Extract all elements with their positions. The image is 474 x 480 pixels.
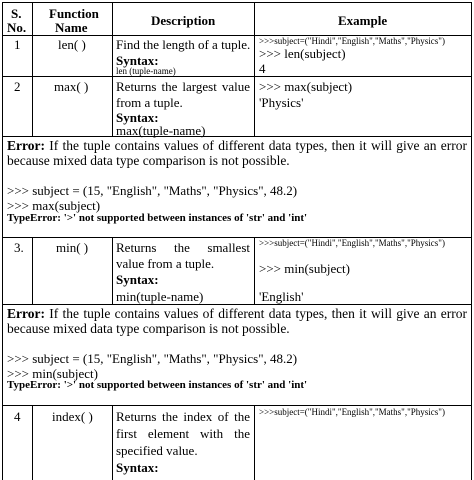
rule — [254, 2, 255, 136]
syntax-label: Syntax: — [116, 53, 159, 68]
type-error-message: TypeError: '>' not supported between instances of 'str' and 'int' — [7, 379, 308, 391]
row-sno: 2 — [14, 79, 21, 94]
function-name: min( ) — [56, 240, 89, 255]
rule — [471, 2, 472, 480]
example-output: 'Physics' — [259, 95, 304, 110]
rule — [112, 2, 113, 136]
rule — [2, 2, 472, 3]
function-description: Find the length of a tuple. — [116, 37, 251, 52]
function-name: max( ) — [54, 79, 89, 94]
function-description: Returns the largest value — [116, 79, 250, 94]
code-line: >>> subject = (15, "English", "Maths", "Physics", 48.2) — [7, 183, 298, 198]
error-text: If the tuple contains values of different data types, then it will give an error — [49, 306, 468, 321]
error-note — [7, 139, 467, 153]
function-name: index( ) — [52, 409, 93, 424]
error-note — [7, 307, 467, 321]
function-description: Returns the smallest — [116, 240, 250, 255]
code-line: >>> min(subject) — [7, 366, 98, 381]
code-line: >>> subject = (15, "English", "Maths", "Physics", 48.2) — [7, 351, 298, 366]
header-description: Description — [151, 13, 216, 28]
row-sno: 1 — [14, 37, 21, 52]
error-text: because mixed data type comparison is not possible. — [7, 153, 290, 168]
rule — [112, 405, 113, 480]
rule — [2, 2, 3, 480]
rule — [2, 304, 472, 305]
syntax-text: len (tuple-name) — [116, 66, 176, 76]
rule — [32, 237, 33, 304]
rule — [2, 405, 472, 406]
example-code: >>>subject=("Hindi","English","Maths","Physics") — [259, 238, 445, 248]
example-code: >>> len(subject) — [259, 46, 346, 61]
error-label: Error: — [7, 138, 45, 153]
function-description: from a tuple. — [116, 95, 183, 110]
type-error-message: TypeError: '>' not supported between instances of 'str' and 'int' — [7, 212, 308, 224]
row-sno: 3. — [14, 240, 24, 255]
rule — [254, 405, 255, 480]
code-line: >>> max(subject) — [7, 198, 101, 213]
syntax-text: min(tuple-name) — [116, 289, 204, 304]
function-name: len( ) — [58, 37, 86, 52]
rule — [2, 76, 472, 77]
example-code: >>> max(subject) — [259, 79, 353, 94]
error-text: because mixed data type comparison is not possible. — [7, 321, 290, 336]
example-output: 'English' — [259, 289, 304, 304]
header-sno: No. — [7, 20, 27, 35]
row-sno: 4 — [14, 409, 21, 424]
rule — [112, 237, 113, 304]
example-code: >>> min(subject) — [259, 261, 350, 276]
header-function-name: Name — [55, 20, 88, 35]
example-code: >>>subject=("Hindi","English","Maths","Physics") — [259, 407, 445, 417]
example-code: >>>subject=("Hindi","English","Maths","Physics") — [259, 36, 445, 46]
rule — [2, 136, 472, 137]
error-text: If the tuple contains values of different data types, then it will give an error — [49, 138, 468, 153]
syntax-label: Syntax: — [116, 460, 159, 475]
syntax-label: Syntax: — [116, 272, 159, 287]
header-sno: S. — [11, 6, 22, 21]
syntax-label: Syntax: — [116, 110, 159, 125]
example-output: 4 — [259, 61, 266, 76]
function-description: specified value. — [116, 443, 198, 458]
tuple-functions-table — [2, 2, 472, 480]
function-description: value from a tuple. — [116, 256, 215, 271]
function-description: Returns the index of the — [116, 409, 250, 424]
rule — [254, 237, 255, 304]
header-example: Example — [338, 13, 388, 28]
rule — [32, 2, 33, 136]
function-description: first element with the — [116, 426, 250, 441]
syntax-text: max(tuple-name) — [116, 123, 206, 138]
rule — [32, 405, 33, 480]
error-label: Error: — [7, 306, 45, 321]
header-function-name: Function — [49, 6, 99, 21]
